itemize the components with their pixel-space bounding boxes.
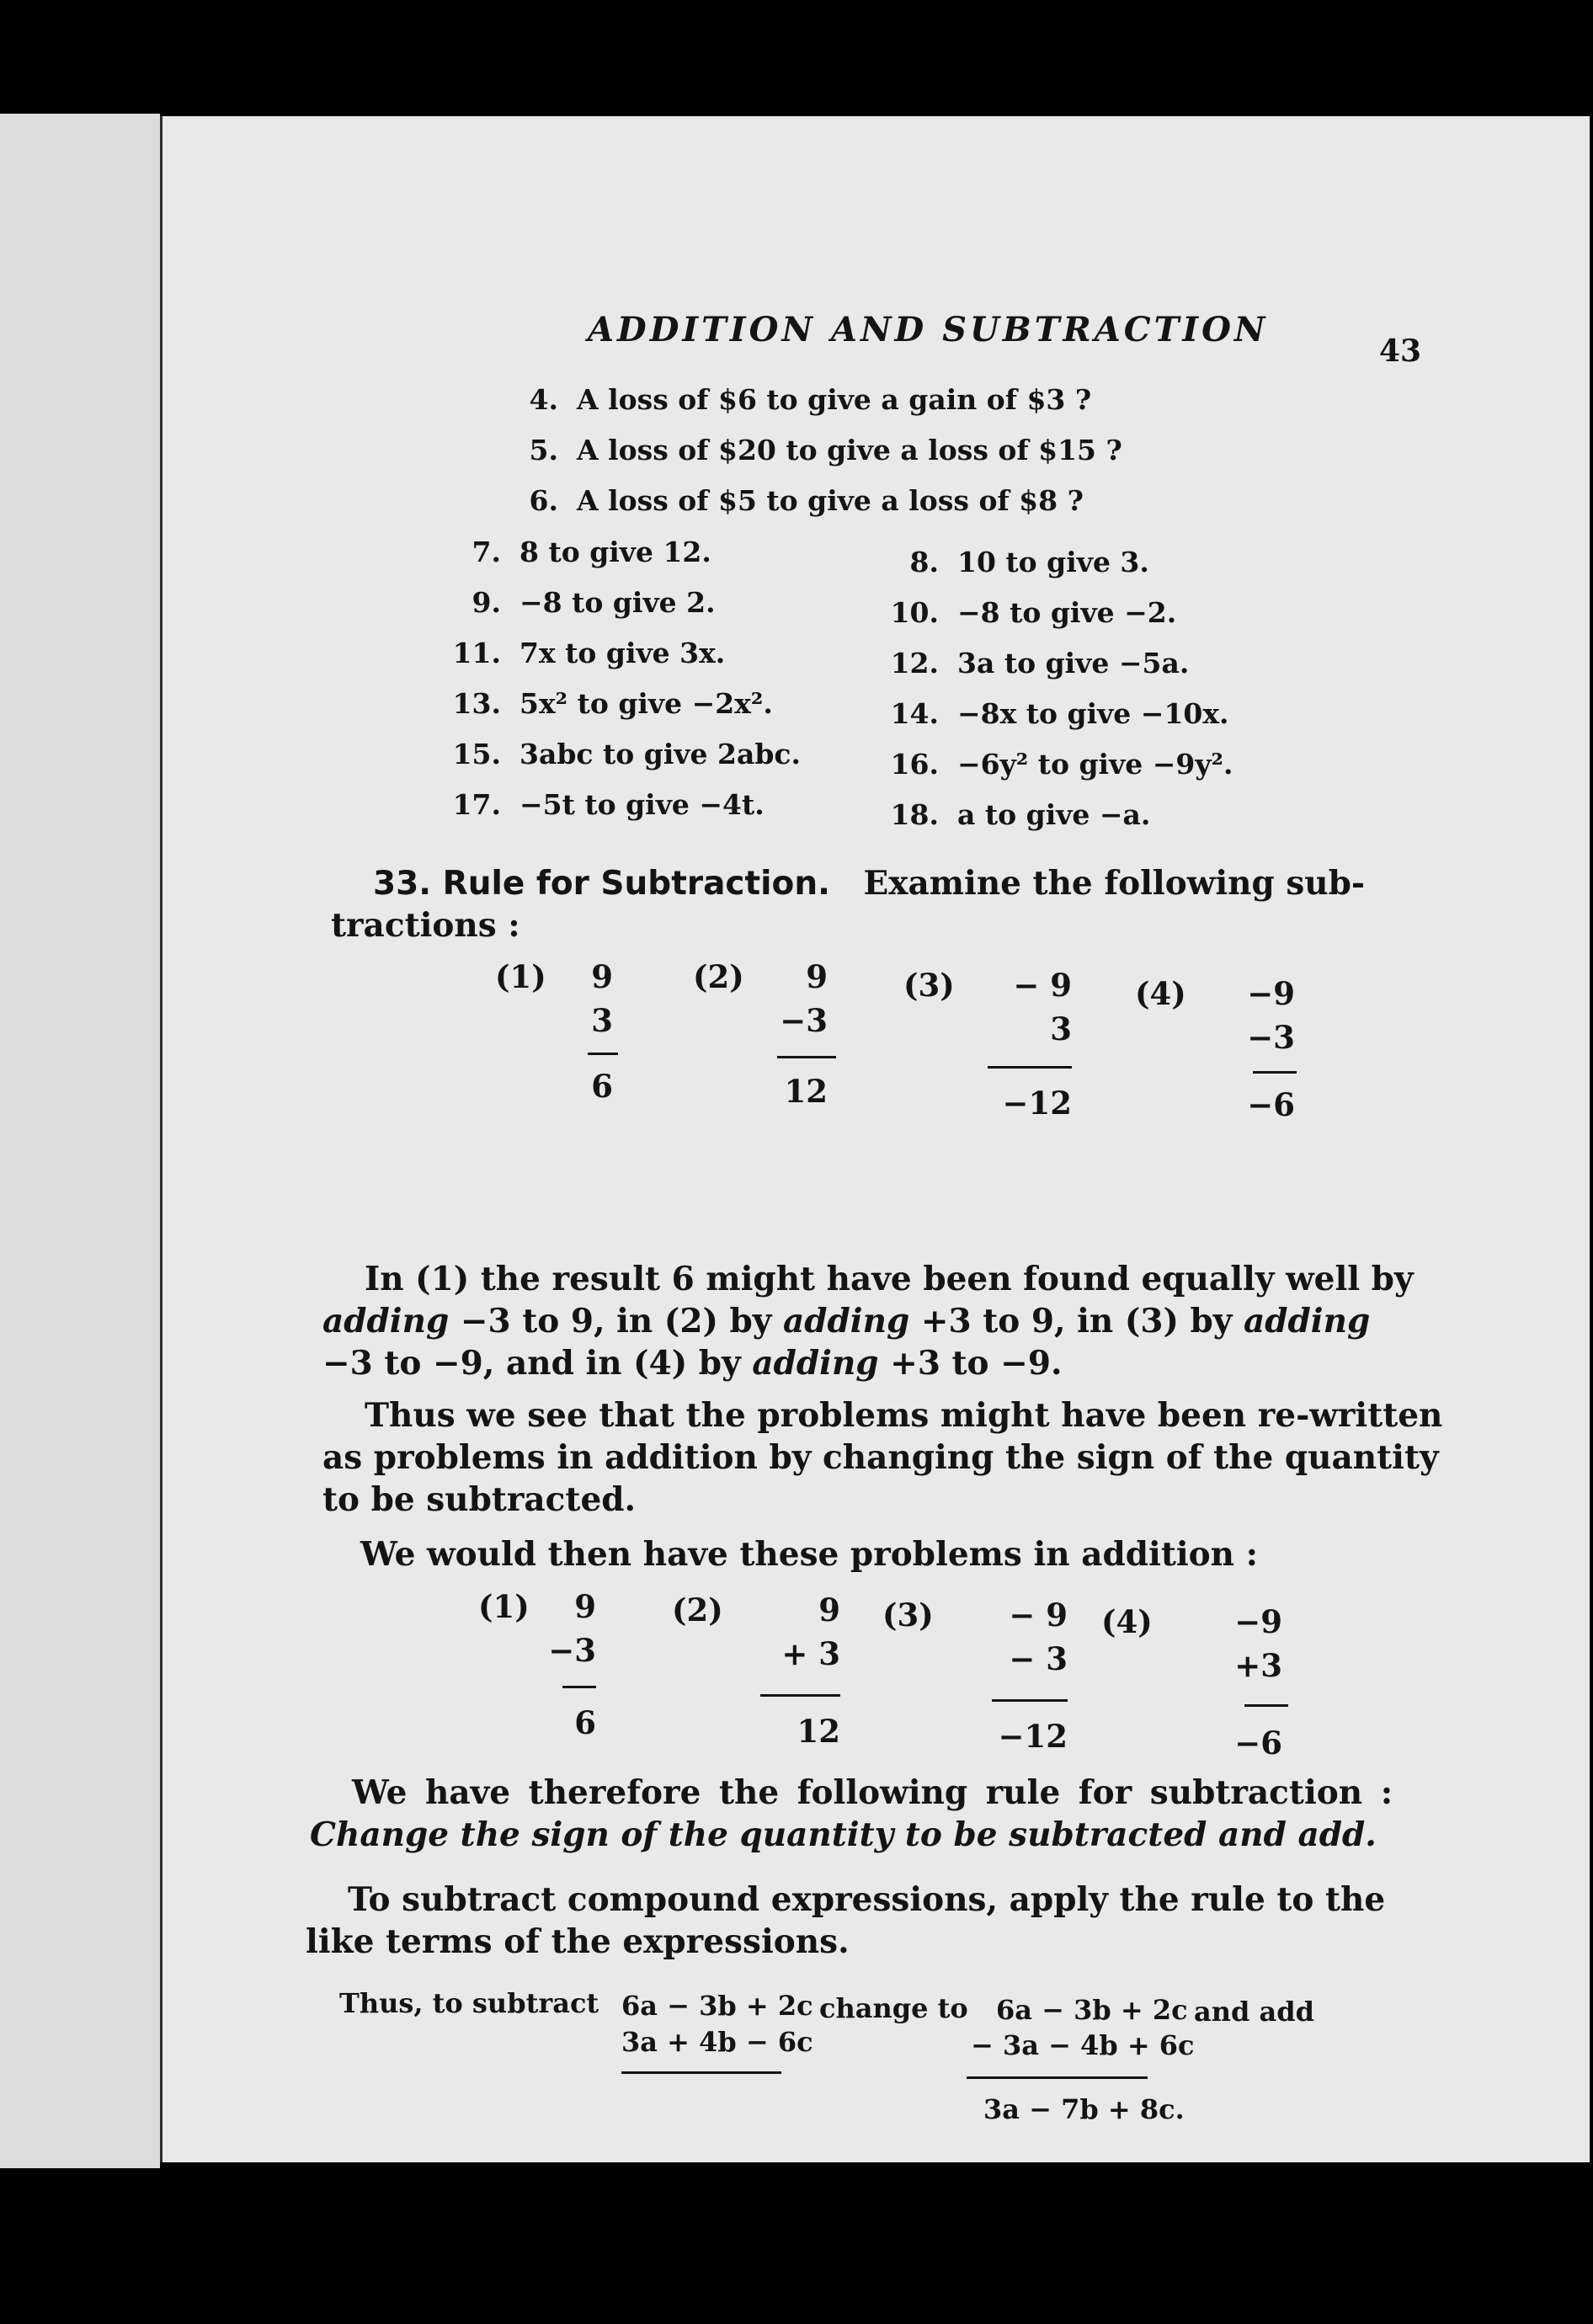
difference: 12	[784, 1073, 828, 1110]
problem-item	[440, 637, 725, 669]
problem-text: −8x to give −10x.	[957, 697, 1229, 730]
addend-2: + 3	[781, 1635, 840, 1672]
example-label: (1)	[478, 1588, 530, 1625]
sum-rule	[992, 1699, 1068, 1702]
example-label: (3)	[903, 967, 955, 1004]
addend-2: − 3	[1009, 1640, 1068, 1677]
minuend: − 9	[1013, 967, 1072, 1004]
example-label: (1)	[495, 958, 546, 995]
sum: −6	[1234, 1724, 1282, 1762]
emphasis: adding	[322, 1302, 450, 1341]
addition-example-1	[478, 1588, 647, 1756]
problem-text: a to give −a.	[957, 798, 1151, 831]
problem-number: 9.	[472, 586, 501, 619]
problem-item	[440, 586, 716, 619]
paragraph-line: to be subtracted.	[322, 1480, 637, 1519]
problem-text: A loss of $6 to give a gain of $3 ?	[577, 383, 1092, 416]
sum: 12	[796, 1713, 840, 1750]
new-expression-bottom: − 3a − 4b + 6c	[971, 2029, 1195, 2061]
paragraph-line: Thus we see that the problems might have been re-written	[365, 1396, 1443, 1435]
problem-text: 10 to give 3.	[957, 546, 1149, 578]
emphasis: adding	[783, 1302, 910, 1341]
problem-text: A loss of $5 to give a loss of $8 ?	[577, 484, 1084, 517]
change-to-text: change to	[819, 1992, 968, 2024]
subtrahend: 3	[1050, 1010, 1072, 1047]
subtraction-example-3	[903, 967, 1122, 1135]
problem-text: −6y² to give −9y².	[957, 748, 1233, 781]
rule-statement: Change the sign of the quantity to be subtracted and add.	[310, 1815, 1377, 1854]
minuend: −9	[1247, 975, 1295, 1012]
subtrahend: 3	[591, 1002, 613, 1039]
problem-item	[887, 647, 1189, 680]
problem-item	[887, 546, 1149, 578]
addition-example-2	[672, 1591, 874, 1760]
problem-item	[887, 697, 1229, 730]
expression-top: 6a − 3b + 2c	[621, 1990, 813, 2022]
sum-rule	[777, 1056, 836, 1058]
problem-number: 12.	[890, 647, 939, 680]
paragraph-line: as problems in addition by changing the sign of the quantity	[322, 1438, 1439, 1477]
example-label: (2)	[693, 958, 744, 995]
problem-number: 15.	[452, 738, 501, 770]
problem-item	[440, 738, 801, 770]
paragraph-line: We would then have these problems in addition :	[360, 1535, 1259, 1574]
problem-text: −8 to give 2.	[519, 586, 716, 619]
example-lead: Thus, to subtract	[339, 1987, 599, 2019]
difference: −12	[1002, 1085, 1072, 1122]
problem-text: 7x to give 3x.	[519, 637, 726, 669]
paragraph-line	[322, 1302, 1370, 1341]
problem-number: 18.	[890, 798, 939, 831]
problem-number: 8.	[909, 546, 939, 578]
problem-text: A loss of $20 to give a loss of $15 ?	[577, 434, 1122, 466]
section-intro: Examine the following sub-	[863, 864, 1366, 903]
expression-bottom: 3a + 4b − 6c	[621, 2026, 813, 2058]
paragraph-line: To subtract compound expressions, apply the rule to the	[348, 1880, 1386, 1919]
addend-2: −3	[548, 1632, 596, 1669]
sum: 6	[574, 1704, 596, 1741]
text-run: −3 to 9, in (2) by	[449, 1302, 783, 1341]
problem-text: 8 to give 12.	[519, 536, 711, 568]
difference: −6	[1247, 1086, 1295, 1123]
section-number: 33.	[373, 865, 432, 903]
text-run: +3 to −9.	[878, 1344, 1063, 1383]
addend-1: −9	[1234, 1603, 1282, 1640]
minuend: 9	[806, 958, 828, 995]
text-run: +3 to 9, in (3) by	[909, 1302, 1244, 1341]
sum-rule	[988, 1066, 1072, 1069]
emphasis: adding	[1244, 1302, 1371, 1341]
subtrahend: −3	[780, 1002, 828, 1039]
addend-2: +3	[1234, 1647, 1282, 1684]
example-label: (4)	[1101, 1603, 1153, 1640]
subtraction-example-1	[495, 958, 647, 1127]
problem-item	[887, 748, 1233, 781]
problem-text: 3a to give −5a.	[957, 647, 1190, 680]
text-run: −3 to −9, and in (4) by	[322, 1344, 753, 1383]
sum-rule	[562, 1686, 596, 1688]
minuend: 9	[591, 958, 613, 995]
addend-1: 9	[818, 1591, 840, 1628]
problem-item	[440, 536, 711, 568]
sum: −12	[998, 1718, 1068, 1755]
and-add-text: and add	[1194, 1996, 1314, 2028]
paragraph-line: like terms of the expressions.	[306, 1922, 850, 1961]
problem-text: 5x² to give −2x².	[519, 687, 773, 720]
sum-rule	[588, 1053, 618, 1055]
problem-number: 10.	[890, 596, 939, 629]
problem-item	[525, 434, 1122, 466]
result-expression: 3a − 7b + 8c.	[983, 2093, 1185, 2125]
expression-rule	[621, 2071, 781, 2074]
problem-text: −5t to give −4t.	[519, 788, 765, 821]
result-rule	[967, 2076, 1148, 2079]
problem-number: 6.	[529, 484, 558, 517]
example-label: (3)	[882, 1596, 934, 1634]
problem-number: 13.	[452, 687, 501, 720]
problem-number: 11.	[452, 637, 501, 669]
addend-1: − 9	[1009, 1596, 1068, 1634]
previous-page-edge	[0, 114, 160, 2168]
subtrahend: −3	[1247, 1019, 1295, 1056]
running-header: ADDITION AND SUBTRACTION	[588, 310, 1269, 349]
problem-number: 7.	[472, 536, 501, 568]
problem-item	[440, 788, 765, 821]
section-intro-cont: tractions :	[331, 906, 520, 945]
paragraph-line: We have therefore the following rule for subtraction :	[352, 1773, 1393, 1812]
section-heading-line	[373, 864, 1365, 903]
problem-item	[525, 383, 1091, 416]
paragraph-line: In (1) the result 6 might have been found equally well by	[365, 1260, 1414, 1298]
addition-example-4	[1101, 1603, 1320, 1772]
page-number: 43	[1379, 333, 1422, 369]
problem-number: 17.	[452, 788, 501, 821]
example-label: (4)	[1135, 975, 1186, 1012]
problem-item	[525, 484, 1084, 517]
problem-number: 5.	[529, 434, 558, 466]
section-title: Rule for Subtraction.	[442, 865, 830, 903]
new-expression-top: 6a − 3b + 2c	[996, 1994, 1188, 2026]
book-page	[160, 116, 1590, 2162]
problem-item	[887, 596, 1176, 629]
problem-item	[887, 798, 1150, 831]
problem-number: 14.	[890, 697, 939, 730]
addition-example-3	[882, 1596, 1101, 1765]
emphasis: adding	[752, 1344, 879, 1383]
problem-text: 3abc to give 2abc.	[519, 738, 802, 770]
sum-rule	[1253, 1071, 1297, 1074]
problem-number: 4.	[529, 383, 558, 416]
difference: 6	[591, 1068, 613, 1105]
sum-rule	[1244, 1704, 1288, 1707]
addend-1: 9	[574, 1588, 596, 1625]
subtraction-example-2	[693, 958, 861, 1127]
example-label: (2)	[672, 1591, 723, 1628]
problem-number: 16.	[890, 748, 939, 781]
problem-text: −8 to give −2.	[957, 596, 1177, 629]
problem-item	[440, 687, 773, 720]
subtraction-example-4	[1135, 975, 1337, 1143]
sum-rule	[760, 1694, 840, 1697]
paragraph-line	[322, 1344, 1063, 1383]
